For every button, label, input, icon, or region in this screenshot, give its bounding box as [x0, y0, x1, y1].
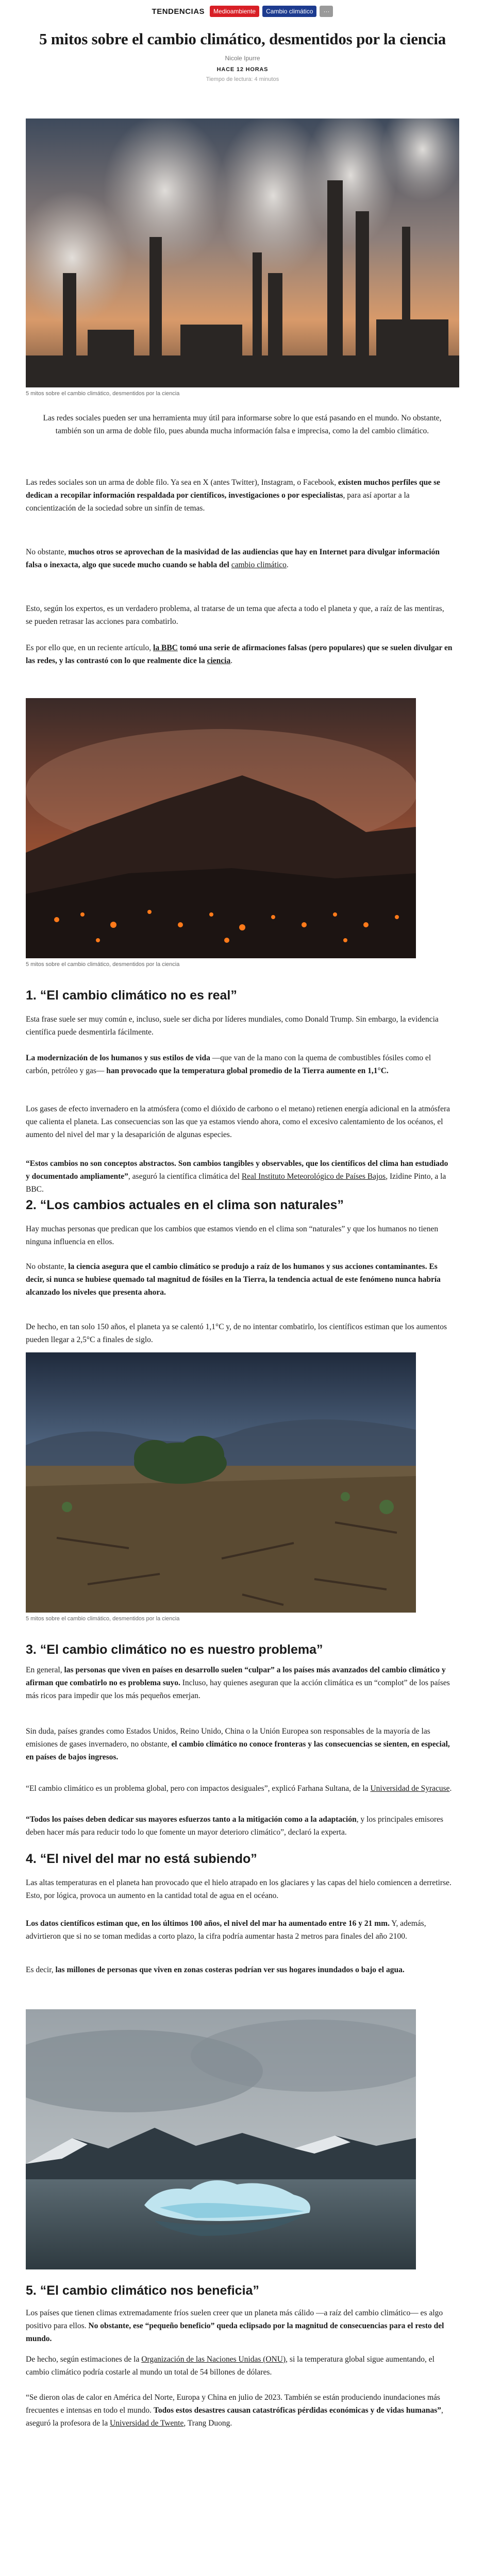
- cambio-climatico-link[interactable]: cambio climático: [231, 560, 287, 569]
- image-caption: 5 mitos sobre el cambio climático, desmentidos por la ciencia: [26, 1616, 180, 1622]
- image-caption: 5 mitos sobre el cambio climático, desmentidos por la ciencia: [26, 961, 180, 968]
- onu-link[interactable]: Organización de las Naciones Unidas (ONU): [141, 2355, 286, 2364]
- deforestation-illustration: [26, 1352, 416, 1613]
- section-paragraph: De hecho, en tan solo 150 años, el planeta ya se calentó 1,1°C y, de no intentar combatirlo, los científicos estiman que los aumentos pueden llegar a 2,5°C a finales de siglo.: [26, 1323, 447, 1344]
- hero-image-factory-smoke: [26, 118, 459, 387]
- section-paragraph: “Todos los países deben dedicar sus mayores esfuerzos tanto a la mitigación como a la adaptación, y los principales emisores deben hacer más para reducir todo lo que fomente un mayor deterioro climático”, declaró la experta.: [26, 1815, 444, 1837]
- wildfire-image: [26, 698, 416, 958]
- intro-paragraph: No obstante, muchos otros se aprovechan de la masividad de las audiencias que hay en Internet para divulgar información falsa o inexacta, algo que sucede mucho cuando se habla del cambio climático.: [26, 548, 440, 569]
- factory-smoke-illustration: [26, 118, 459, 387]
- intro-paragraph: Las redes sociales son un arma de doble filo. Ya sea en X (antes Twitter), Instagram, o Facebook, existen muchos perfiles que se dedican a recopilar información respaldada por científicos, investigaciones o por especialistas, para así aportar a la concientización de la sociedad sobre un sinfín de temas.: [26, 478, 441, 513]
- trends-bar: [0, 0, 485, 23]
- section-heading: 5. “El cambio climático nos beneficia”: [26, 2283, 259, 2298]
- iceberg-illustration: [26, 2009, 416, 2269]
- reading-time: Tiempo de lectura: 4 minutos: [206, 76, 279, 82]
- section-paragraph: Es decir, las millones de personas que viven en zonas costeras podrían ver sus hogares inundados o bajo el agua.: [26, 1965, 405, 1974]
- section-paragraph: Hay muchas personas que predican que los cambios que estamos viendo en el clima son “naturales” y que los humanos no tienen ninguna influencia en ellos.: [26, 1225, 439, 1246]
- section-paragraph: Las altas temperaturas en el planeta han provocado que el hielo atrapado en los glaciares y las capas del hielo comiencen a derretirse. Esto, por lógica, provoca un aumento en la cantidad total de agua en el océano.: [26, 1878, 451, 1900]
- section-paragraph: “El cambio climático es un problema global, pero con impactos desiguales”, explicó Farhana Sultana, de la Universidad de Syracuse.: [26, 1784, 452, 1793]
- section-heading: 1. “El cambio climático no es real”: [26, 988, 237, 1003]
- ciencia-link[interactable]: ciencia: [207, 656, 231, 665]
- section-paragraph: La modernización de los humanos y sus estilos de vida —que van de la mano con la quema de combustibles fósiles como el carbón, petróleo y gas— han provocado que la temperatura global promedio de la Tierra aumente en 1,1°C.: [26, 1054, 431, 1075]
- article-title: 5 mitos sobre el cambio climático, desmentidos por la ciencia: [39, 30, 446, 48]
- section-paragraph: Los gases de efecto invernadero en la atmósfera (como el dióxido de carbono o el metano) retienen energía adicional en la atmósfera que calienta el planeta. Las consecuencias son las que ya estamos viendo ahora, como el excesivo calentamiento de los océanos, el aumento del nivel del mar y la desaparición de algunas especies.: [26, 1105, 450, 1139]
- article-date: HACE 12 HORAS: [216, 66, 269, 73]
- deforestation-image: [26, 1352, 416, 1613]
- section-paragraph: Los datos científicos estiman que, en los últimos 100 años, el nivel del mar ha aumentado entre 16 y 21 mm. Y, además, advirtieron que si no se toman medidas a corto plazo, la cifra podría aumentar hasta 2 metros para finales del año 2100.: [26, 1919, 426, 1941]
- section-paragraph: Los países que tienen climas extremadamente fríos suelen creer que un planeta más cálido —a raíz del cambio climático— es algo positivo para ellos. No obstante, ese “pequeño beneficio” queda eclipsado por la magnitud de consecuencias para el resto del mundo.: [26, 2309, 444, 2343]
- section-paragraph: “Se dieron olas de calor en América del Norte, Europa y China en julio de 2023. También se están produciendo inundaciones más frecuentes e intensas en todo el mundo. Todos estos desastres causan catastróficas pérdidas económicas y de vidas humanas”, aseguró la profesora de la Universidad de Twente, Trang Duong.: [26, 2393, 443, 2428]
- iceberg-image: [26, 2009, 416, 2269]
- trend-tag-medioambiente[interactable]: Medioambiente: [210, 6, 259, 17]
- article-author[interactable]: Nicole Ipurre: [225, 55, 260, 62]
- knmi-link[interactable]: Real Instituto Meteorológico de Países Bajos: [241, 1172, 386, 1181]
- section-paragraph: Sin duda, países grandes como Estados Unidos, Reino Unido, China o la Unión Europea son responsables de la mayoría de las emisiones de gases invernadero, no obstante, el cambio climático no conoce fronteras y las consecuencias se sienten, en especial, en países de bajos ingresos.: [26, 1727, 450, 1761]
- section-paragraph: No obstante, la ciencia asegura que el cambio climático se produjo a raíz de los humanos y sus acciones contaminantes. Es decir, si nunca se hubiese quemado tal magnitud de fósiles en la Tierra, la tendencia actual de este fenómeno nunca habría alcanzado los niveles que presenta ahora.: [26, 1262, 441, 1297]
- section-paragraph: En general, las personas que viven en países en desarrollo suelen “culpar” a los países más avanzados del cambio climático y afirman que combatirlo no es problema suyo. Incluso, hay quienes aseguran que la acción climática es un “complot” de los países más ricos para impedir que los más pequeños emerjan.: [26, 1666, 450, 1700]
- wildfire-illustration: [26, 698, 416, 958]
- syracuse-link[interactable]: Universidad de Syracuse: [370, 1784, 450, 1793]
- trend-tag-cambio-climatico[interactable]: Cambio climático: [262, 6, 316, 17]
- trends-label: TENDENCIAS: [152, 7, 205, 16]
- intro-paragraph: Esto, según los expertos, es un verdadero problema, al tratarse de un tema que afecta a todo el planeta y que, a raíz de las mentiras, se pueden retrasar las acciones para combatirlo.: [26, 604, 444, 626]
- section-heading: 4. “El nivel del mar no está subiendo”: [26, 1852, 257, 1866]
- section-paragraph: “Estos cambios no son conceptos abstractos. Son cambios tangibles y observables, que los científicos del clima han estudiado y documentado ampliamente”, aseguró la científica climática del Real Instituto Meteorológico de Países Bajos, Izidine Pinto, a la BBC.: [26, 1159, 448, 1194]
- article-lead: Las redes sociales pueden ser una herramienta muy útil para informarse sobre lo que está pasando en el mundo. No obstante, también son un arma de doble filo, pues abunda mucha información falsa e imprecisa, como la del cambio climático.: [43, 414, 442, 435]
- trend-more-button[interactable]: ···: [320, 6, 333, 17]
- twente-link[interactable]: Universidad de Twente: [110, 2418, 184, 2428]
- bbc-link[interactable]: la BBC: [153, 643, 178, 652]
- section-heading: 3. “El cambio climático no es nuestro problema”: [26, 1642, 323, 1657]
- section-paragraph: De hecho, según estimaciones de la Organización de las Naciones Unidas (ONU), si la temperatura global sigue aumentando, el cambio climático podría costarle al mundo un total de 54 billones de dólares.: [26, 2355, 434, 2377]
- image-caption: 5 mitos sobre el cambio climático, desmentidos por la ciencia: [26, 391, 180, 397]
- section-heading: 2. “Los cambios actuales en el clima son naturales”: [26, 1198, 344, 1212]
- intro-paragraph: Es por ello que, en un reciente artículo, la BBC tomó una serie de afirmaciones falsas (pero populares) que se suelen divulgar en las redes, y las contrastó con lo que realmente dice la ciencia.: [26, 643, 453, 665]
- section-paragraph: Esta frase suele ser muy común e, incluso, suele ser dicha por líderes mundiales, como Donald Trump. Sin embargo, la evidencia científica puede desmentirla fácilmente.: [26, 1015, 439, 1037]
